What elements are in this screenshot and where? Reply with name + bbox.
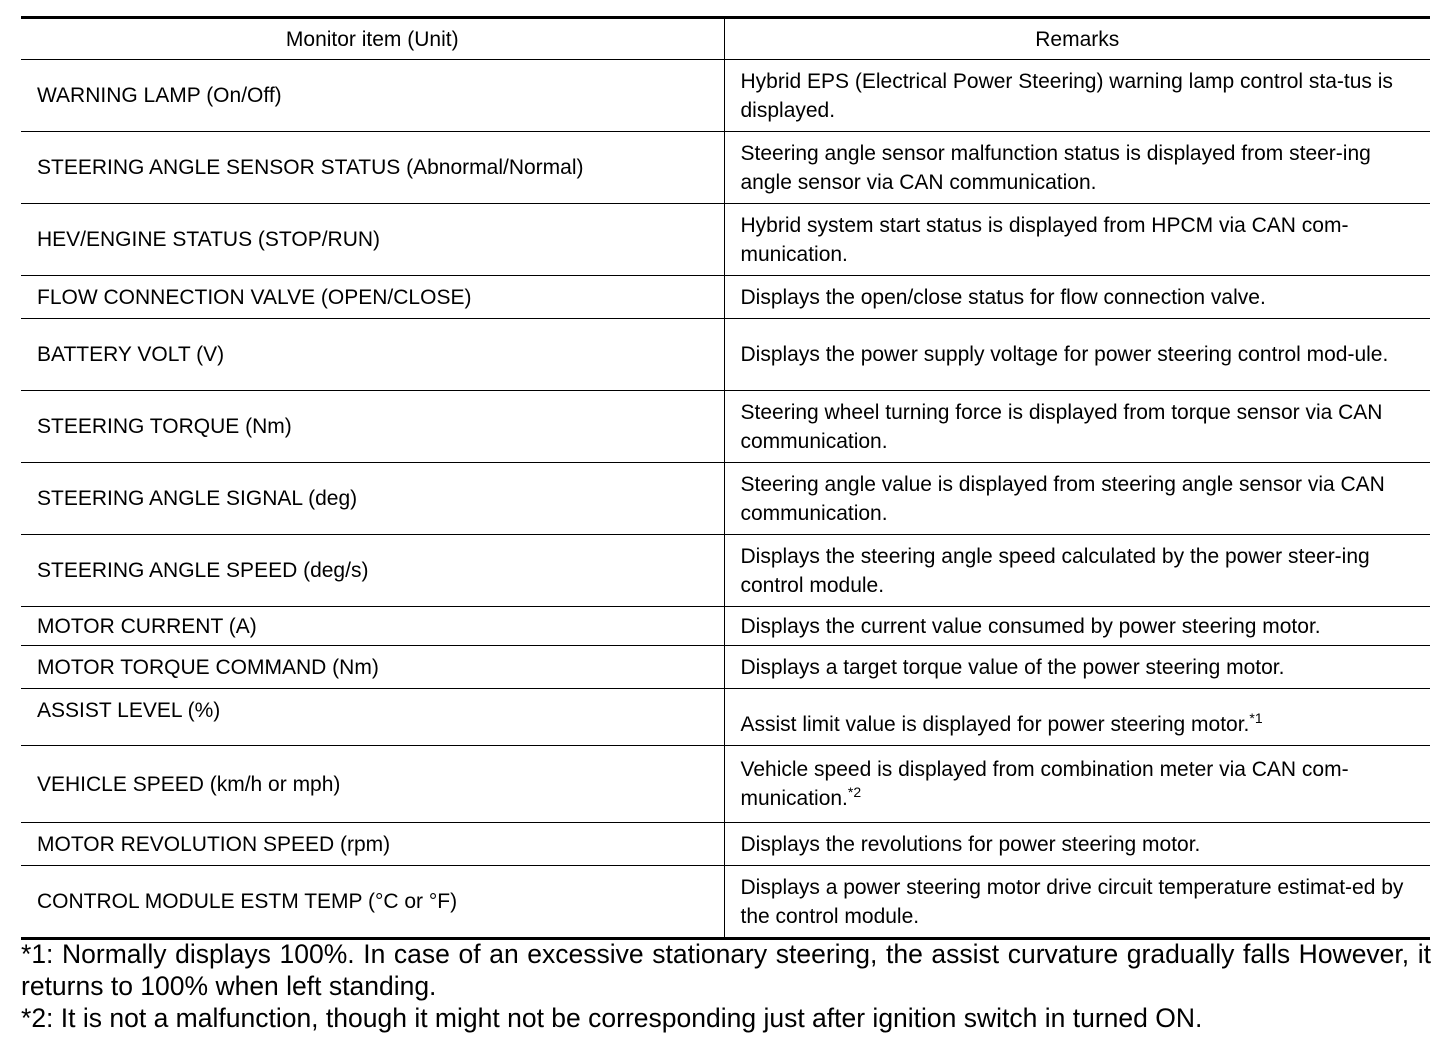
footnote-marker: *1 [1249, 710, 1263, 726]
monitor-item-table [21, 16, 1430, 940]
remarks-cell [724, 689, 1430, 746]
table-row [21, 204, 1430, 276]
table-row [21, 689, 1430, 746]
table-row [21, 391, 1430, 463]
remarks-cell: Displays the current value consumed by power steering motor. [724, 607, 1430, 646]
remarks-cell: Displays the open/close status for flow connection valve. [724, 276, 1430, 319]
table-row [21, 866, 1430, 939]
monitor-item-table-container [21, 16, 1430, 940]
monitor-item-cell: BATTERY VOLT (V) [21, 319, 724, 391]
table-row [21, 463, 1430, 535]
table-row [21, 646, 1430, 689]
monitor-item-cell: HEV/ENGINE STATUS (STOP/RUN) [21, 204, 724, 276]
monitor-item-cell: FLOW CONNECTION VALVE (OPEN/CLOSE) [21, 276, 724, 319]
table-row [21, 276, 1430, 319]
remarks-cell: Steering angle sensor malfunction status is displayed from steer-ing angle sensor via CAN communication. [724, 132, 1430, 204]
remarks-cell: Displays the power supply voltage for power steering control mod-ule. [724, 319, 1430, 391]
monitor-item-cell: CONTROL MODULE ESTM TEMP (°C or °F) [21, 866, 724, 939]
table-row [21, 535, 1430, 607]
remarks-cell: Hybrid EPS (Electrical Power Steering) warning lamp control sta-tus is displayed. [724, 60, 1430, 132]
footnote-marker: *2 [847, 784, 862, 800]
remarks-cell [724, 746, 1430, 823]
table-header-row [21, 18, 1430, 60]
monitor-item-cell: WARNING LAMP (On/Off) [21, 60, 724, 132]
table-row [21, 823, 1430, 866]
monitor-item-cell: VEHICLE SPEED (km/h or mph) [21, 746, 724, 823]
remarks-cell: Displays the steering angle speed calculated by the power steer-ing control module. [724, 535, 1430, 607]
remarks-cell: Displays the revolutions for power steering motor. [724, 823, 1430, 866]
remarks-cell: Displays a power steering motor drive circuit temperature estimat-ed by the control module. [724, 866, 1430, 939]
remarks-cell: Steering wheel turning force is displayed from torque sensor via CAN communication. [724, 391, 1430, 463]
header-monitor-item: Monitor item (Unit) [21, 18, 724, 60]
table-row [21, 60, 1430, 132]
remarks-text: Assist limit value is displayed for power steering motor. [740, 713, 1250, 736]
footnotes [21, 938, 1431, 1034]
remarks-cell: Steering angle value is displayed from steering angle sensor via CAN communication. [724, 463, 1430, 535]
monitor-item-cell: MOTOR CURRENT (A) [21, 607, 724, 646]
monitor-item-cell: ASSIST LEVEL (%) [21, 689, 724, 746]
monitor-item-cell: STEERING ANGLE SIGNAL (deg) [21, 463, 724, 535]
table-row [21, 319, 1430, 391]
remarks-text: Vehicle speed is displayed from combination meter via CAN com-munication. [740, 758, 1349, 810]
monitor-item-cell: MOTOR TORQUE COMMAND (Nm) [21, 646, 724, 689]
remarks-cell: Hybrid system start status is displayed from HPCM via CAN com-munication. [724, 204, 1430, 276]
table-row [21, 746, 1430, 823]
monitor-item-cell: STEERING TORQUE (Nm) [21, 391, 724, 463]
table-row [21, 132, 1430, 204]
remarks-cell: Displays a target torque value of the power steering motor. [724, 646, 1430, 689]
table-row [21, 607, 1430, 646]
footnote-2: *2: It is not a malfunction, though it might not be corresponding just after ignition switch in turned ON. [21, 1003, 1203, 1033]
footnote-1: *1: Normally displays 100%. In case of an excessive stationary steering, the assist curvature gradually falls However, it returns to 100% when left standing. [21, 939, 1431, 1001]
header-remarks: Remarks [724, 18, 1430, 60]
monitor-item-cell: STEERING ANGLE SENSOR STATUS (Abnormal/Normal) [21, 132, 724, 204]
monitor-item-cell: MOTOR REVOLUTION SPEED (rpm) [21, 823, 724, 866]
monitor-item-cell: STEERING ANGLE SPEED (deg/s) [21, 535, 724, 607]
